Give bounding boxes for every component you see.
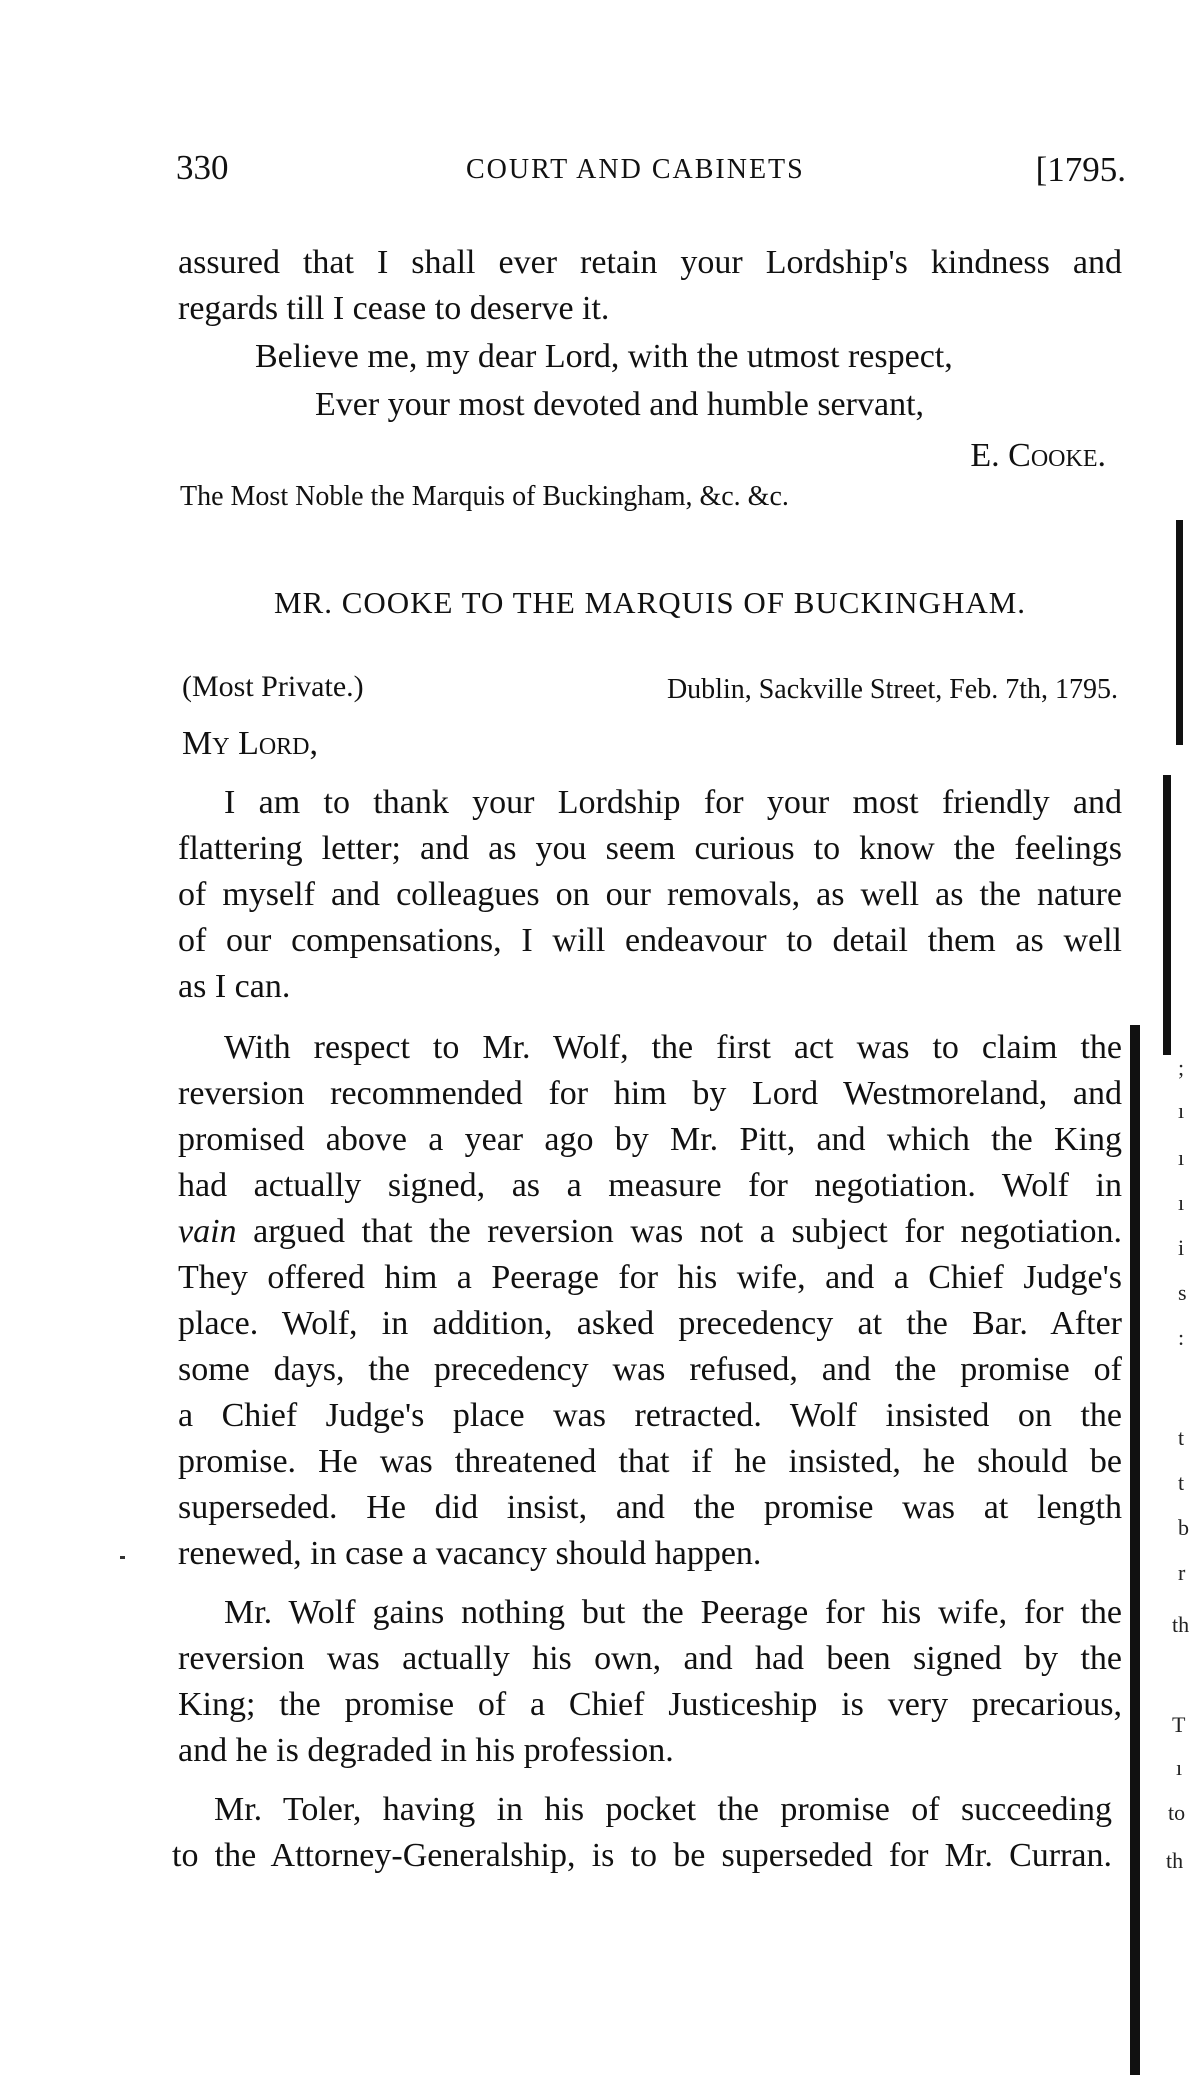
text-line: flattering letter; and as you seem curious to know the feelings — [178, 830, 1122, 867]
bleed-fragment: T — [1172, 1712, 1186, 1737]
page-number: 330 — [176, 148, 229, 187]
bleed-fragment: ı — [1178, 1098, 1185, 1123]
text-line: Mr. Toler, having in his pocket the promise of succeeding — [214, 1791, 1112, 1828]
text-line: to the Attorney-Generalship, is to be superseded for Mr. Curran. — [172, 1837, 1112, 1874]
bleed-fragment: t — [1178, 1425, 1185, 1450]
text-line: promised above a year ago by Mr. Pitt, and which the King — [178, 1121, 1122, 1158]
text-line: King; the promise of a Chief Justiceship is very precarious, — [178, 1686, 1122, 1723]
bleed-fragment: : — [1178, 1325, 1185, 1350]
text-line: of our compensations, I will endeavour to detail them as well — [178, 922, 1122, 959]
text-run: had actually signed, as a measure for negotiation. Wolf in — [178, 1167, 1122, 1204]
text-line: as I can. — [178, 968, 291, 1005]
text-line: and he is degraded in his profession. — [178, 1732, 674, 1769]
text-line: superseded. He did insist, and the promise was at length — [178, 1489, 1122, 1526]
margin-mark — [120, 1556, 125, 1559]
bleed-fragment: ; — [1178, 1055, 1185, 1080]
text-line: They offered him a Peerage for his wife, and a Chief Judge's — [178, 1259, 1122, 1296]
addressee: The Most Noble the Marquis of Buckingham, &c. &c. — [180, 481, 789, 512]
running-head — [176, 148, 1126, 198]
bleed-fragment: ı — [1178, 1190, 1185, 1215]
edge-shadow — [1163, 775, 1171, 1055]
text-line: Mr. Wolf gains nothing but the Peerage for his wife, for the — [224, 1594, 1122, 1631]
text-line: assured that I shall ever retain your Lordship's kindness and — [178, 244, 1122, 281]
text-line: place. Wolf, in addition, asked precedency at the Bar. After — [178, 1305, 1122, 1342]
letter-heading: MR. COOKE TO THE MARQUIS OF BUCKINGHAM. — [273, 585, 1027, 620]
text-line: renewed, in case a vacancy should happen. — [178, 1535, 762, 1572]
text-line: regards till I cease to deserve it. — [178, 290, 610, 327]
bleed-fragment: th — [1166, 1848, 1184, 1873]
salutation: My Lord, — [182, 725, 319, 762]
text-line: of myself and colleagues on our removals, as well as the nature — [178, 876, 1122, 913]
edge-shadow — [1176, 520, 1183, 745]
edge-shadow — [1130, 1025, 1140, 2075]
bleed-fragment: ı — [1178, 1145, 1185, 1170]
text-line: a Chief Judge's place was retracted. Wolf insisted on the — [178, 1397, 1122, 1434]
italic-word: vain — [178, 1213, 237, 1250]
text-run: argued that the reversion was not a subject for negotiation. — [253, 1213, 1123, 1250]
bleed-fragment: r — [1178, 1560, 1186, 1585]
closing-line: Ever your most devoted and humble servant, — [315, 386, 925, 423]
bleed-fragment: s — [1178, 1280, 1187, 1305]
text-line: reversion was actually his own, and had been signed by the — [178, 1640, 1122, 1677]
bleed-fragment: i — [1178, 1235, 1185, 1260]
text-line: I am to thank your Lordship for your most friendly and — [224, 784, 1122, 821]
closing-line: Believe me, my dear Lord, with the utmost respect, — [255, 338, 953, 375]
text-line — [178, 1209, 1122, 1255]
bleed-fragment: t — [1178, 1470, 1185, 1495]
text-line — [178, 1163, 1122, 1209]
text-line: some days, the precedency was refused, and the promise of — [178, 1351, 1122, 1388]
bleed-fragment: th — [1172, 1612, 1189, 1637]
text-line: promise. He was threatened that if he insisted, he should be — [178, 1443, 1122, 1480]
running-title: COURT AND CABINETS — [466, 154, 805, 185]
bleed-fragment: ı — [1176, 1755, 1183, 1780]
signature: E. Cooke. — [970, 437, 1106, 474]
text-line: reversion recommended for him by Lord Westmoreland, and — [178, 1075, 1122, 1112]
dateline: Dublin, Sackville Street, Feb. 7th, 1795. — [666, 674, 1118, 705]
bleed-fragment: b — [1178, 1515, 1189, 1540]
privacy-note: (Most Private.) — [182, 670, 364, 703]
bleed-fragment: to — [1168, 1800, 1186, 1825]
running-year: [1795. — [1035, 150, 1126, 189]
text-line: With respect to Mr. Wolf, the first act was to claim the — [224, 1029, 1122, 1066]
